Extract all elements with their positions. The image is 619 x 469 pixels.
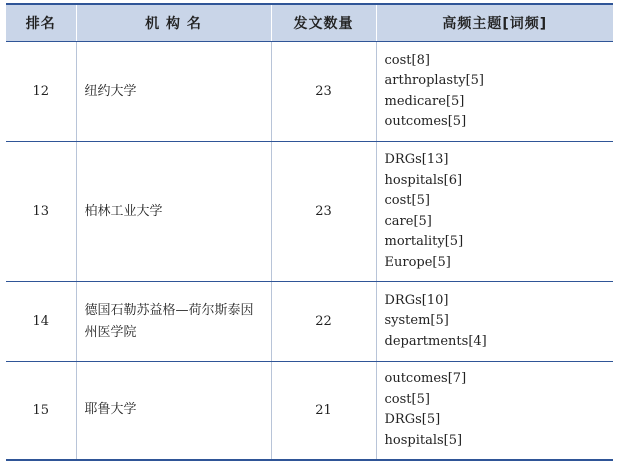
rank-cell: 13 — [6, 142, 76, 282]
institution-table-container — [6, 3, 613, 461]
topic-term: mortality[5] — [384, 234, 464, 249]
header-count: 发文数量 — [271, 4, 376, 42]
topic-term: cost[5] — [384, 391, 430, 407]
topic-term: medicare[5] — [384, 93, 465, 109]
topic-term: outcomes[5] — [384, 114, 467, 129]
topic-term: DRGs[13] — [384, 152, 449, 167]
topic-terms-cell — [376, 362, 613, 460]
header-institution: 机 构 名 — [76, 4, 271, 42]
table-header — [6, 4, 613, 42]
institution-cell: 德国石勒苏益格—荷尔斯泰因州医学院 — [76, 282, 271, 362]
rank-cell: 14 — [6, 282, 76, 362]
institution-cell: 纽约大学 — [76, 42, 271, 142]
topic-terms-cell — [376, 42, 613, 142]
publication-count-cell: 23 — [271, 142, 376, 282]
topic-term: cost[5] — [384, 193, 430, 208]
topic-term: care[5] — [384, 213, 432, 229]
header-row — [6, 4, 613, 42]
table-body — [6, 42, 613, 460]
table-row — [6, 282, 613, 362]
header-rank: 排名 — [6, 4, 76, 42]
publication-count-cell: 23 — [271, 42, 376, 142]
topic-term: system[5] — [384, 313, 449, 329]
topic-term: Europe[5] — [384, 254, 451, 270]
publication-count-cell: 22 — [271, 282, 376, 362]
topic-term: hospitals[6] — [384, 172, 463, 188]
table-row — [6, 362, 613, 460]
header-topics: 高频主题[词频] — [376, 4, 613, 42]
rank-cell: 12 — [6, 42, 76, 142]
table-row — [6, 142, 613, 282]
topic-terms-cell — [376, 282, 613, 362]
topic-term: departments[4] — [384, 333, 487, 349]
institution-cell: 柏林工业大学 — [76, 142, 271, 282]
topic-term: cost[8] — [384, 52, 430, 68]
topic-term: hospitals[5] — [384, 432, 463, 448]
table-row — [6, 42, 613, 142]
rank-cell: 15 — [6, 362, 76, 460]
topic-term: outcomes[7] — [384, 371, 467, 387]
topic-terms-cell — [376, 142, 613, 282]
topic-term: arthroplasty[5] — [384, 73, 484, 88]
institution-ranking-table — [6, 3, 613, 461]
topic-term: DRGs[10] — [384, 292, 449, 308]
topic-term: DRGs[5] — [384, 412, 441, 428]
institution-cell: 耶鲁大学 — [76, 362, 271, 460]
publication-count-cell: 21 — [271, 362, 376, 460]
